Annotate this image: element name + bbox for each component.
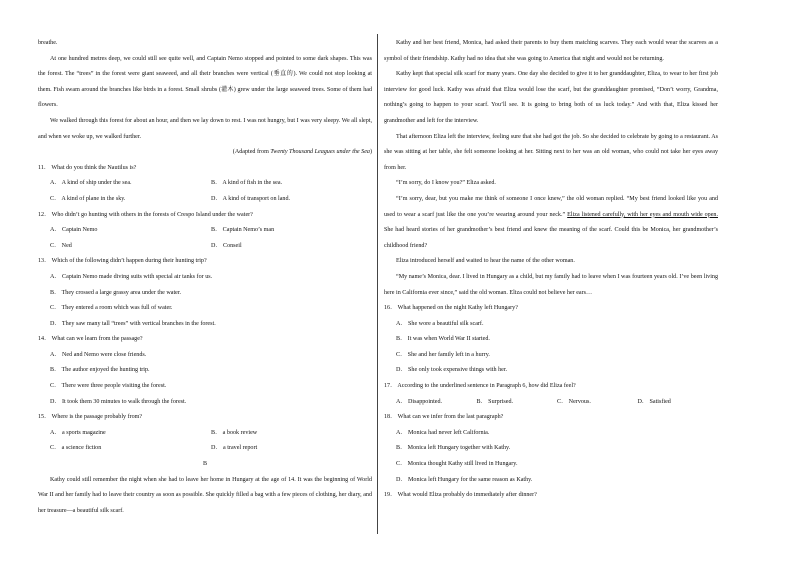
passage-b-paragraph: “My name’s Monica, dear. I lived in Hungary as a child, but my family had to leave when I was fourteen years old. I’ve been living here in California ever since,” said the old woman. Eliza could not believe her ears… bbox=[384, 273, 718, 296]
question-12-options bbox=[38, 223, 372, 239]
source-title: Twenty Thousand Leagues under the Sea bbox=[270, 149, 370, 156]
passage-b-paragraph: “I’m sorry, dear, but you make me think of someone I once knew,” the old woman replied. “My best friend looked like you and used to wear a scarf just like the one you’re wearing around your neck.” Eliza listened carefully, with her eyes and mouth wide open. She had heard stories of her grandmother’s best friend and knew the meaning of the scarf. Could this be Monica, her grandmother’s childhood friend? bbox=[384, 195, 718, 249]
question-11: 11． What do you think the Nautilus is? bbox=[38, 164, 137, 171]
question-12-options bbox=[38, 239, 372, 255]
option: B． The author enjoyed the hunting trip. bbox=[50, 367, 150, 374]
column-divider bbox=[377, 34, 378, 534]
underlined-sentence: Eliza listened carefully, with her eyes and mouth wide open. bbox=[567, 211, 718, 218]
option: C． Nervous. bbox=[557, 398, 591, 405]
passage-b-paragraph: Eliza introduced herself and waited to hear the name of the other woman. bbox=[396, 258, 575, 265]
option: A． Disappointed. bbox=[396, 398, 443, 405]
question-14: 14． What can we learn from the passage? bbox=[38, 336, 143, 343]
option: D． Conseil bbox=[211, 242, 242, 249]
option: A． Captain Nemo made diving suits with special air tanks for us. bbox=[50, 273, 213, 280]
option: C． Ned bbox=[50, 242, 72, 249]
passage-a-paragraph: At one hundred metres deep, we could still see quite well, and Captain Nemo stopped and pointed to some dark shapes. This was the forest. The “trees” in the forest were giant seaweed, and all their branches were vertical (垂直的). We could not stop looking at them. Fish swam around the branches like birds in a forest. Small shrubs (灌木) grew under the large seaweed trees. Some of them had flowers. bbox=[38, 55, 372, 109]
passage-a-paragraph: We walked through this forest for about an hour, and then we lay down to rest. I was not hungry, but I was very sleepy. We all slept, and when we woke up, we walked further. bbox=[38, 117, 372, 140]
option: B． A kind of fish in the sea. bbox=[211, 180, 283, 187]
question-18: 18． What can we infer from the last paragraph? bbox=[384, 414, 504, 421]
option: D． She only took expensive things with her. bbox=[396, 367, 508, 374]
option: B． Surprised. bbox=[476, 398, 514, 405]
question-11-options bbox=[38, 176, 372, 192]
option: A． a sports magazine bbox=[50, 429, 106, 436]
option: A． She wore a beautiful silk scarf. bbox=[396, 320, 484, 327]
question-15-options bbox=[38, 426, 372, 442]
question-17: 17． According to the underlined sentence in Paragraph 6, how did Eliza feel? bbox=[384, 383, 576, 390]
question-17-options bbox=[384, 395, 718, 411]
passage-source: (Adapted from Twenty Thousand Leagues under the Sea) bbox=[232, 149, 372, 156]
passage-b-paragraph: Kathy could still remember the night when she had to leave her home in Hungary at the age of 14. It was the beginning of World War II and her family had to leave their country as soon as possible. She quickly filled a bag with a few pieces of clothing, her diary, and her treasure—a beautiful silk scarf. bbox=[38, 476, 372, 514]
question-15-options bbox=[38, 441, 372, 457]
passage-b-paragraph: Kathy kept that special silk scarf for many years. One day she decided to give it to her granddaughter, Eliza, to wear to her first job interview for good luck. Kathy was afraid that Eliza would lose the scarf, but the granddaughter promised, “Don’t worry, Grandma, nothing’s going to happen to your scarf. You’ll see. It is going to bring both of us luck today.” And with that, Eliza kissed her grandmother and left for the interview. bbox=[384, 71, 718, 124]
option: C． a science fiction bbox=[50, 445, 102, 452]
passage-b-paragraph: “I’m sorry, do I know you?” Eliza asked. bbox=[396, 180, 496, 187]
option: B． It was when World War II started. bbox=[396, 336, 490, 343]
option: A． Ned and Nemo were close friends. bbox=[50, 351, 147, 358]
passage-b-paragraph: Kathy and her best friend, Monica, had asked their parents to buy them matching scarves. They each would wear the scarves as a symbol of their friendship. Kathy had no idea that she was going to America that night and would not be returning. bbox=[384, 40, 718, 62]
option: D． Satisfied bbox=[637, 398, 671, 405]
question-19: 19． What would Eliza probably do immediately after dinner? bbox=[384, 492, 537, 499]
option: B． Monica left Hungary together with Kathy. bbox=[396, 445, 511, 452]
question-12: 12． Who didn’t go hunting with others in the forests of Crespo Island under the water? bbox=[38, 211, 253, 218]
section-heading: B bbox=[202, 461, 208, 468]
option: C． There were three people visiting the forest. bbox=[50, 383, 167, 390]
option: D． Monica left Hungary for the same reason as Kathy. bbox=[396, 476, 533, 483]
option: D． They saw many tall “trees” with vertical branches in the forest. bbox=[50, 320, 216, 327]
option: C． She and her family left in a hurry. bbox=[396, 351, 490, 358]
passage-a-fragment: breathe. bbox=[38, 40, 58, 46]
option: C． They entered a room which was full of water. bbox=[50, 305, 173, 312]
option: C． Monica thought Kathy still lived in Hungary. bbox=[396, 461, 518, 468]
option: C． A kind of plane in the sky. bbox=[50, 195, 126, 202]
option: A． A kind of ship under the sea. bbox=[50, 180, 132, 187]
option: A． Captain Nemo bbox=[50, 227, 98, 234]
option: B． Captain Nemo’s man bbox=[211, 227, 275, 234]
right-column bbox=[384, 36, 718, 504]
option: D． a travel report bbox=[211, 445, 258, 452]
question-11-options bbox=[38, 192, 372, 208]
question-15: 15． Where is the passage probably from? bbox=[38, 414, 143, 421]
option: D． It took them 30 minutes to walk through the forest. bbox=[50, 398, 187, 405]
passage-b-paragraph: That afternoon Eliza left the interview, feeling sure that she had got the job. So she decided to celebrate by going to a restaurant. As she was sitting at her table, she felt someone looking at her. Sitting next to her was an old woman, who could not take her eyes away from her. bbox=[384, 133, 718, 171]
question-13: 13． Which of the following didn’t happen during their hunting trip? bbox=[38, 258, 207, 265]
question-16: 16． What happened on the night Kathy left Hungary? bbox=[384, 305, 518, 312]
option: B． They crossed a large grassy area under the water. bbox=[50, 289, 182, 296]
option: A． Monica had never left California. bbox=[396, 429, 490, 436]
option: D． A kind of transport on land. bbox=[211, 195, 291, 202]
option: B． a book review bbox=[211, 429, 258, 436]
left-column bbox=[38, 36, 372, 519]
